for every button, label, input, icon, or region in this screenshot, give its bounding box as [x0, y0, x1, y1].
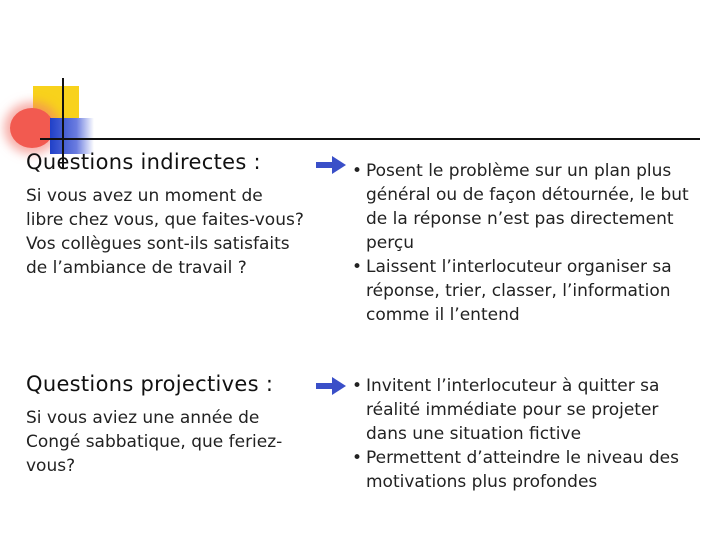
section-indirect-bullets: [352, 159, 702, 327]
bullet-line: général ou de façon détournée, le but: [366, 185, 689, 205]
bullet-dot: •: [352, 376, 363, 396]
red-blur-shape: [10, 108, 54, 148]
bullet-line: Laissent l’interlocuteur organiser sa: [366, 257, 672, 277]
bullet-line: Invitent l’interlocuteur à quitter sa: [366, 376, 660, 396]
bullet-item: [352, 255, 702, 327]
bullet-line: réponse, trier, classer, l’information: [366, 281, 671, 301]
section-heading: Questions projectives :: [26, 372, 274, 396]
bullet-item: [352, 446, 702, 494]
bullet-line: comme il l’entend: [366, 305, 520, 325]
example-line: Si vous avez un moment de: [26, 186, 263, 206]
example-line: Si vous aviez une année de: [26, 408, 260, 428]
example-question: [26, 184, 326, 280]
example-question: [26, 406, 326, 478]
section-heading: Questions indirectes :: [26, 150, 261, 174]
right-arrow-icon: [316, 156, 346, 174]
bullet-item: [352, 159, 702, 255]
blue-square: [50, 118, 94, 154]
right-arrow-icon: [316, 377, 346, 395]
bullet-line: réalité immédiate pour se projeter: [366, 400, 659, 420]
section-projective-questions: [26, 372, 326, 478]
bullet-dot: •: [352, 448, 363, 468]
section-indirect-questions: [26, 150, 326, 280]
section-projective-bullets: [352, 374, 702, 494]
example-line: de l’ambiance de travail ?: [26, 258, 247, 278]
bullet-line: dans une situation fictive: [366, 424, 582, 444]
bullet-line: Posent le problème sur un plan plus: [366, 161, 672, 181]
bullet-line: Permettent d’atteindre le niveau des: [366, 448, 679, 468]
bullet-line: motivations plus profondes: [366, 472, 598, 492]
example-line: Vos collègues sont-ils satisfaits: [26, 234, 290, 254]
bullet-line: de la réponse n’est pas directement: [366, 209, 674, 229]
horizontal-rule: [40, 138, 700, 140]
example-line: libre chez vous, que faites-vous?: [26, 210, 304, 230]
example-line: Congé sabbatique, que feriez-: [26, 432, 283, 452]
bullet-dot: •: [352, 257, 363, 277]
bullet-dot: •: [352, 161, 363, 181]
bullet-line: perçu: [366, 233, 414, 253]
bullet-item: [352, 374, 702, 446]
example-line: vous?: [26, 456, 76, 476]
